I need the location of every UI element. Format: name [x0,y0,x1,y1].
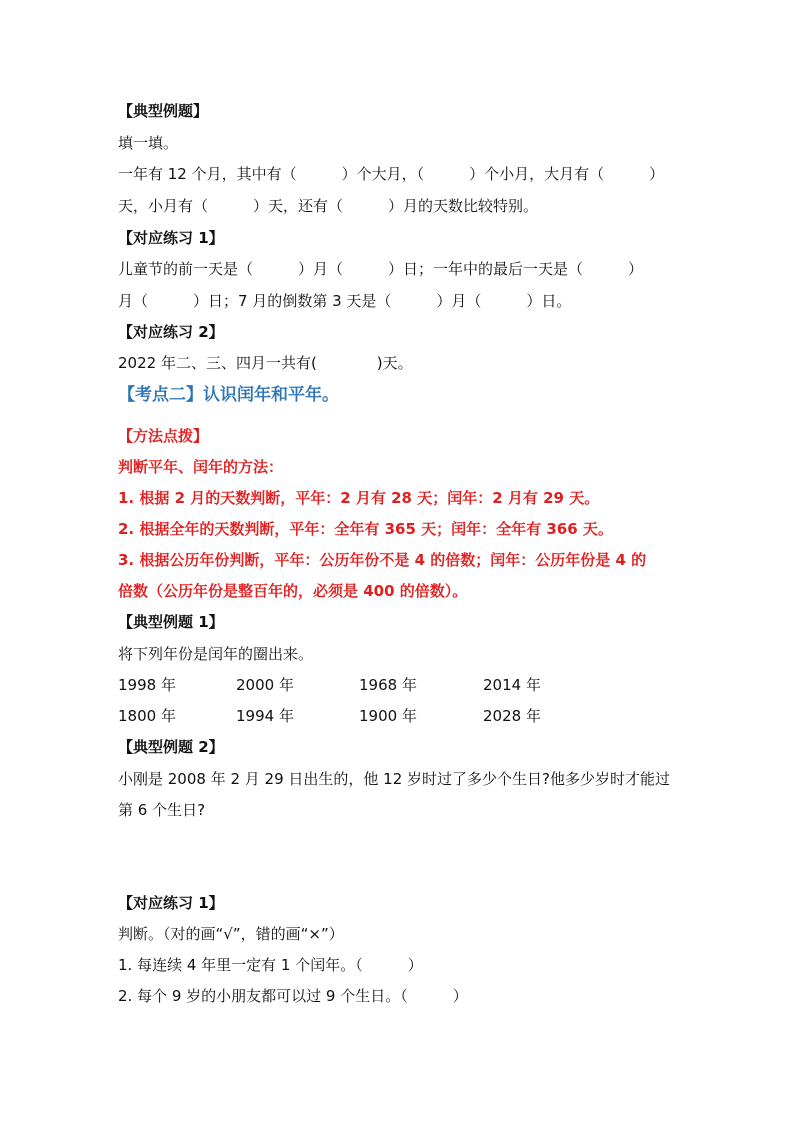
method-item-3-line-1: 3. 根据公历年份判断，平年：公历年份不是 4 的倍数；闰年：公历年份是 4 的 [118,551,647,569]
judge-item-1: 1. 每连续 4 年里一定有 1 个闰年。（ ） [118,956,423,974]
practice-1-heading: 【对应练习 1】 [118,229,224,247]
section-title: 【考点二】认识闰年和平年。 [118,385,339,405]
example-2-line-2: 第 6 个生日? [118,801,206,819]
year-item: 2000 年 [236,676,294,694]
method-intro: 判断平年、闰年的方法： [118,458,284,476]
practice-1-line-2: 月（ ）日；7 月的倒数第 3 天是（ ）月（ ）日。 [118,292,572,310]
year-item: 1998 年 [118,676,176,694]
year-item: 2028 年 [483,707,541,725]
question-line-1: 一年有 12 个月，其中有（ ）个大月，（ ）个小月，大月有（ ） [118,165,665,183]
instruction-text: 填一填。 [118,134,179,152]
practice-2-heading: 【对应练习 2】 [118,323,224,341]
method-item-2: 2. 根据全年的天数判断，平年：全年有 365 天；闰年：全年有 366 天。 [118,520,613,538]
year-item: 1968 年 [359,676,417,694]
method-item-1: 1. 根据 2 月的天数判断，平年：2 月有 28 天；闰年：2 月有 29 天。 [118,489,600,507]
example-2-heading: 【典型例题 2】 [118,738,224,756]
year-item: 1900 年 [359,707,417,725]
year-item: 1994 年 [236,707,294,725]
practice-1-line-1: 儿童节的前一天是（ ）月（ ）日；一年中的最后一天是（ ） [118,260,644,278]
judge-instruction: 判断。（对的画“√”，错的画“×”） [118,925,344,943]
example-1-heading: 【典型例题 1】 [118,613,224,631]
question-line-2: 天，小月有（ ）天，还有（ ）月的天数比较特别。 [118,197,539,215]
practice-2-line-1: 2022 年二、三、四月一共有( )天。 [118,354,413,372]
year-item: 1800 年 [118,707,176,725]
year-item: 2014 年 [483,676,541,694]
method-heading: 【方法点拨】 [118,427,209,445]
practice-heading-2: 【对应练习 1】 [118,894,224,912]
method-item-3-line-2: 倍数（公历年份是整百年的，必须是 400 的倍数）。 [118,582,468,600]
example-2-line-1: 小刚是 2008 年 2 月 29 日出生的，他 12 岁时过了多少个生日?他多少岁时才能过 [118,770,671,788]
example-1-instruction: 将下列年份是闰年的圈出来。 [118,645,314,663]
example-heading: 【典型例题】 [118,102,209,120]
judge-item-2: 2. 每个 9 岁的小朋友都可以过 9 个生日。（ ） [118,987,468,1005]
